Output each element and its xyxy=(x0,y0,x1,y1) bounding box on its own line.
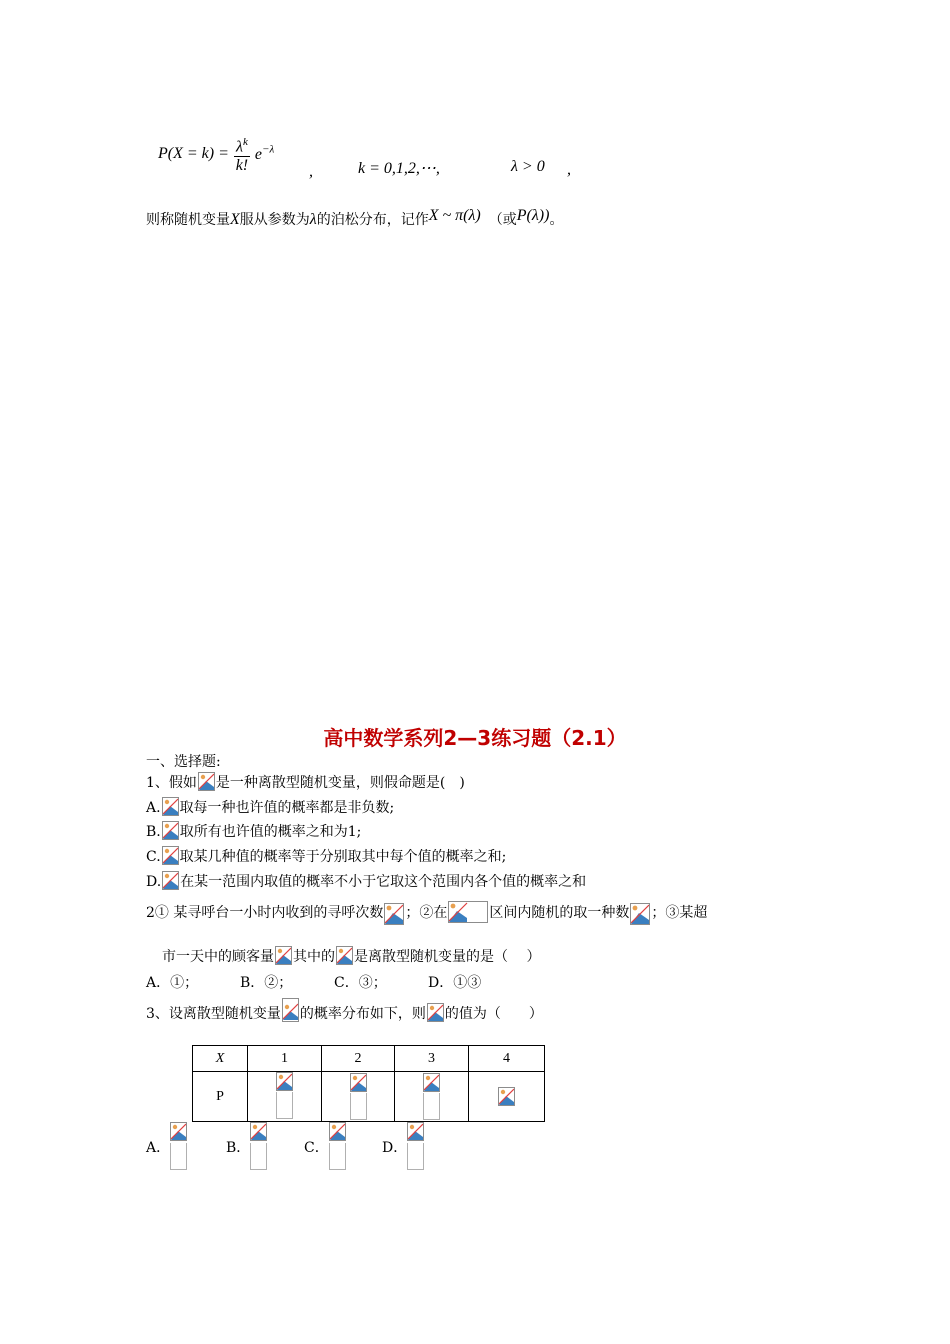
table-cell xyxy=(395,1072,469,1122)
broken-image-icon xyxy=(498,1087,515,1106)
q1-b-text: 取所有也许值的概率之和为1; xyxy=(179,824,362,840)
broken-image-icon xyxy=(448,901,488,923)
def-var-lambda: λ xyxy=(309,211,317,228)
distribution-table xyxy=(192,1045,545,1122)
def-text-2: 服从参数为 xyxy=(239,212,310,228)
table-cell xyxy=(322,1072,395,1122)
broken-image-icon xyxy=(162,821,179,840)
exp-exponent: −λ xyxy=(262,144,275,156)
q1-c-label: C. xyxy=(146,849,161,865)
formula-krange: k = 0,1,2,⋯, xyxy=(358,160,440,177)
q1-option-c xyxy=(146,846,506,867)
q2-line-1 xyxy=(146,901,707,925)
broken-image-icon xyxy=(336,946,353,965)
q3-text-2: 的概率分布如下，则 xyxy=(299,1006,426,1022)
broken-image-icon xyxy=(329,1122,346,1170)
table-header-cell: 2 xyxy=(322,1046,395,1072)
table-header-cell: 4 xyxy=(469,1046,545,1072)
broken-image-icon xyxy=(250,1122,267,1170)
broken-image-icon xyxy=(427,1003,444,1022)
table-header-cell: 1 xyxy=(248,1046,322,1072)
def-notation: X ~ π(λ) xyxy=(428,207,481,224)
q2-text-6: 其中的 xyxy=(293,949,335,965)
q3-option-c-label: C． xyxy=(304,1140,329,1156)
broken-image-icon xyxy=(407,1122,424,1170)
formula-lhs: P(X = k) = xyxy=(158,145,229,163)
q2-option-c: C．③； xyxy=(334,975,387,991)
def-text-3: 的泊松分布，记作 xyxy=(316,212,429,228)
fraction-numerator: λ xyxy=(236,138,243,156)
q2-text-1: 2① 某寻呼台一小时内收到的寻呼次数 xyxy=(146,905,384,921)
q1-stem-text-1: 1、假如 xyxy=(146,775,197,791)
broken-image-icon xyxy=(350,1073,367,1120)
page-title: 高中数学系列2—3练习题（2.1） xyxy=(323,726,627,750)
q2-option-d: D．①③ xyxy=(428,975,482,991)
poisson-formula xyxy=(158,133,274,183)
q3-option-c xyxy=(304,1122,382,1170)
table-row xyxy=(193,1072,545,1122)
q2-line-2 xyxy=(162,946,540,967)
exp-base: e xyxy=(254,146,263,164)
q3-option-a-label: A． xyxy=(146,1140,171,1156)
q3-stem xyxy=(146,998,543,1024)
q1-d-text: 在某一范围内取值的概率不小于它取这个范围内各个值的概率之和 xyxy=(180,874,587,890)
def-text-1: 则称随机变量 xyxy=(146,212,230,228)
q3-text-3: 的值为（ ） xyxy=(444,1006,543,1022)
table-header-cell: 3 xyxy=(395,1046,469,1072)
table-row-label: P xyxy=(193,1072,248,1122)
table-row xyxy=(193,1046,545,1072)
q3-option-d xyxy=(382,1122,424,1170)
table-cell xyxy=(248,1072,322,1122)
numerator-exponent: k xyxy=(242,136,248,148)
q2-option-b: B．②； xyxy=(240,975,293,991)
table-cell xyxy=(469,1072,545,1122)
broken-image-icon xyxy=(423,1073,440,1120)
q2-text-2: ；②在 xyxy=(405,905,448,921)
def-text-end: 。 xyxy=(549,212,564,228)
broken-image-icon xyxy=(162,871,179,890)
q2-options xyxy=(146,973,481,993)
table-header-x: X xyxy=(193,1046,248,1072)
def-text-or: （或 xyxy=(488,212,517,228)
broken-image-icon xyxy=(275,946,292,965)
broken-image-icon xyxy=(198,772,215,791)
def-notation-2: P(λ)) xyxy=(516,207,550,224)
q3-option-b-label: B． xyxy=(226,1140,251,1156)
fraction-denominator: k! xyxy=(235,157,249,175)
formula-fraction xyxy=(234,133,250,175)
q3-option-a xyxy=(146,1122,226,1170)
q2-text-3: 区间内随机的取一种数 xyxy=(489,905,630,921)
formula-cond-sep: , xyxy=(567,161,571,178)
q3-options xyxy=(146,1122,424,1170)
q2-text-5: 市一天中的顾客量 xyxy=(162,949,274,965)
q1-a-text: 取每一种也许值的概率都是非负数; xyxy=(179,800,395,816)
broken-image-icon xyxy=(630,903,650,925)
q3-option-d-label: D． xyxy=(382,1140,408,1156)
def-var-x: X xyxy=(230,211,240,228)
broken-image-icon xyxy=(282,998,299,1022)
formula-condition: λ > 0 xyxy=(511,158,545,175)
q1-stem xyxy=(146,772,465,793)
q3-option-b xyxy=(226,1122,304,1170)
q1-stem-text-2: 是一种离散型随机变量，则假命题是( ) xyxy=(215,775,465,791)
q2-text-7: 是离散型随机变量的是（ ） xyxy=(354,949,541,965)
q3-text-1: 3、设离散型随机变量 xyxy=(146,1006,281,1022)
q1-b-label: B. xyxy=(146,824,161,840)
q1-d-label: D. xyxy=(146,874,162,890)
formula-sep: , xyxy=(309,163,313,180)
q2-text-4: ；③某超 xyxy=(651,905,708,921)
broken-image-icon xyxy=(384,903,404,925)
section-heading: 一、选择题: xyxy=(146,754,221,770)
q1-option-d xyxy=(146,871,586,892)
broken-image-icon xyxy=(162,846,179,865)
q1-a-label: A. xyxy=(146,800,161,816)
broken-image-icon xyxy=(162,797,179,816)
poisson-definition xyxy=(146,206,563,230)
broken-image-icon xyxy=(276,1072,293,1119)
q1-option-b xyxy=(146,821,361,842)
q1-c-text: 取某几种值的概率等于分别取其中每个值的概率之和; xyxy=(179,849,507,865)
broken-image-icon xyxy=(170,1122,187,1170)
q1-option-a xyxy=(146,797,394,818)
q2-option-a: A．①； xyxy=(146,975,199,991)
